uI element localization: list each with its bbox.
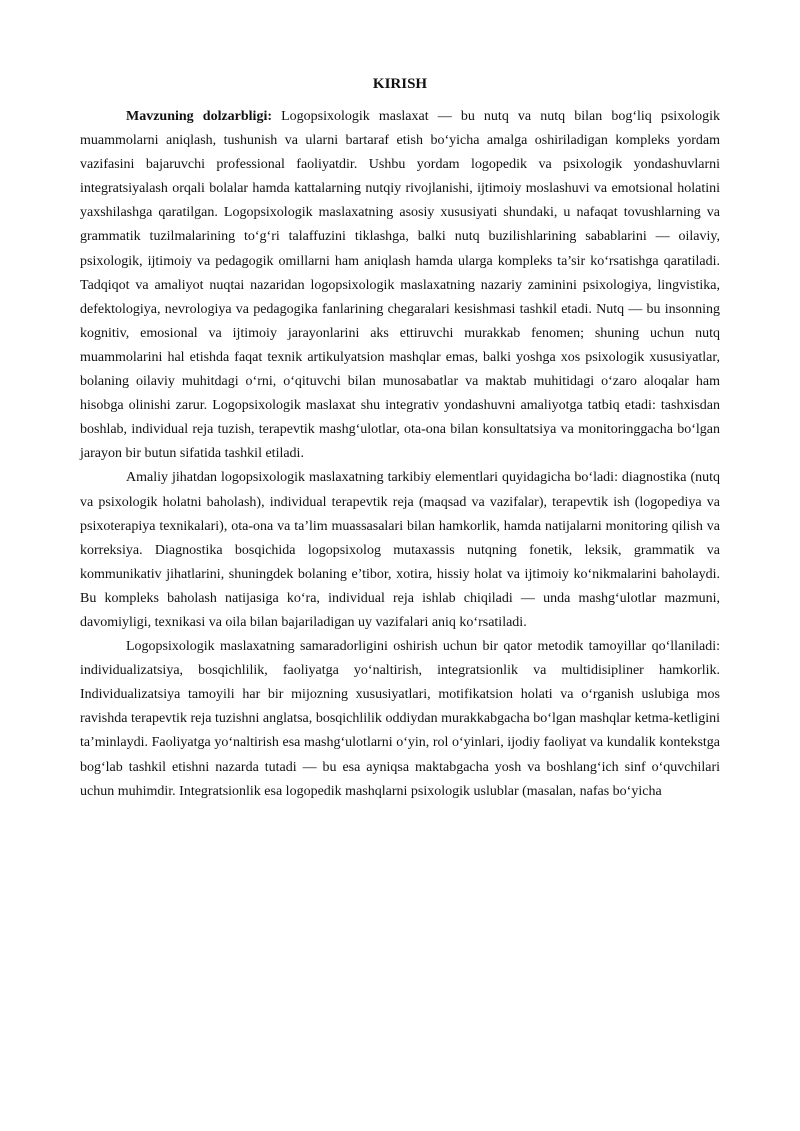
paragraph-text: Logopsixologik maslaxat — bu nutq va nutq bilan bog‘liq psixologik muammolarni aniqlash, tushunish va ularni bartaraf etish bo‘yicha amalga oshiriladigan kompleks yordam vazifasini bajaruvchi professional faoliyatdir. Ushbu yordam logopedik va psixologik yondashuvlarni integratsiyalash orqali bolalar hamda kattalarning nutqiy rivojlanishi, ijtimoiy moslashuvi va emotsional holatini yaxshilashga qaratilgan. Logopsixologik maslaxatning asosiy xususiyati shundaki, u nafaqat tovushlarning va grammatik tuzilmalarining to‘g‘ri talaffuzini tiklashga, balki nutq buzilishlarining sabablarini — oilaviy, psixologik, ijtimoiy va pedagogik omillarni ham aniqlash hamda ularga kompleks ta’sir ko‘rsatishga qaratiladi. Tadqiqot va amaliyot nuqtai nazaridan logopsixologik maslaxatning nazariy zaminini psixologiya, lingvistika, defektologiya, nevrologiya va pedagogika fanlarining chegaralari kesishmasi tashkil etadi. Nutq — bu insonning kognitiv, emosional va ijtimoiy jarayonlarini aks ettiruvchi murakkab fenomen; shuning uchun nutq muammolarini hal etishda faqat texnik artikulyatsion mashqlar emas, balki yoshga xos psixologik xususiyatlar, bolaning oilaviy muhitdagi o‘rni, o‘qituvchi bilan munosabatlar va maktab muhitidagi o‘zaro aloqalar ham hisobga olinishi zarur. Logopsixologik maslaxat shu integrativ yondashuvni amaliyotga tatbiq etadi: tashxisdan boshlab, individual reja tuzish, terapevtik mashg‘ulotlar, ota-ona bilan konsultatsiya va monitoringgacha bo‘lgan jarayon bir butun sifatida tashkil etiladi. (80, 109, 720, 462)
document-page (80, 72, 720, 804)
paragraph-relevance (80, 105, 720, 466)
page-title: KIRISH (372, 76, 428, 92)
paragraph-text: Logopsixologik maslaxatning samaradorligini oshirish uchun bir qator metodik tamoyillar qo‘llaniladi: individualizatsiya, bosqichlilik, faoliyatga yo‘naltirish, integratsionlik va multidisipliner hamkorlik. Individualizatsiya tamoyili har bir mijozning xususiyatlari, motifikatsion holati va o‘rganish uslubiga mos ravishda terapevtik reja tuzishni anglatsa, bosqichlilik oddiydan murakkabgacha bo‘lgan mashqlar ketma-ketligini ta’minlaydi. Faoliyatga yo‘naltirish esa mashg‘ulotlarni o‘yin, rol o‘yinlari, ijodiy faoliyat va kundalik kontekstga bog‘lab tashkil etishni nazarda tutadi — bu esa ayniqsa maktabgacha yosh va boshlang‘ich sinf o‘quvchilari uchun muhimdir. Integratsionlik esa logopedik mashqlarni psixologik uslublar (masalan, nafas bo‘yicha (80, 639, 720, 799)
paragraph-methodical-principles (80, 635, 720, 804)
paragraph-practical-aspects (80, 466, 720, 635)
paragraph-lead: Mavzuning dolzarbligi: (126, 109, 272, 124)
paragraph-text: Amaliy jihatdan logopsixologik maslaxatning tarkibiy elementlari quyidagicha bo‘ladi: diagnostika (nutq va psixologik holatni baholash), individual terapevtik reja (maqsad va vazifalar), terapevtik ish (logopediya va psixoterapiya texnikalari), ota-ona va ta’lim muassasalari bilan hamkorlik, hamda natijalarni monitoring qilish va korreksiya. Diagnostika bosqichida logopsixolog mutaxassis nutqning fonetik, leksik, grammatik va kommunikativ jihatlarini, shuningdek bolaning e’tibor, xotira, hissiy holat va ijtimoiy ko‘nikmalarini baholaydi. Bu kompleks baholash natijasiga ko‘ra, individual reja ishlab chiqiladi — unda mashg‘ulotlar mazmuni, davomiyligi, texnikasi va oila bilan bajariladigan uy vazifalari aniq ko‘rsatiladi. (80, 470, 720, 630)
